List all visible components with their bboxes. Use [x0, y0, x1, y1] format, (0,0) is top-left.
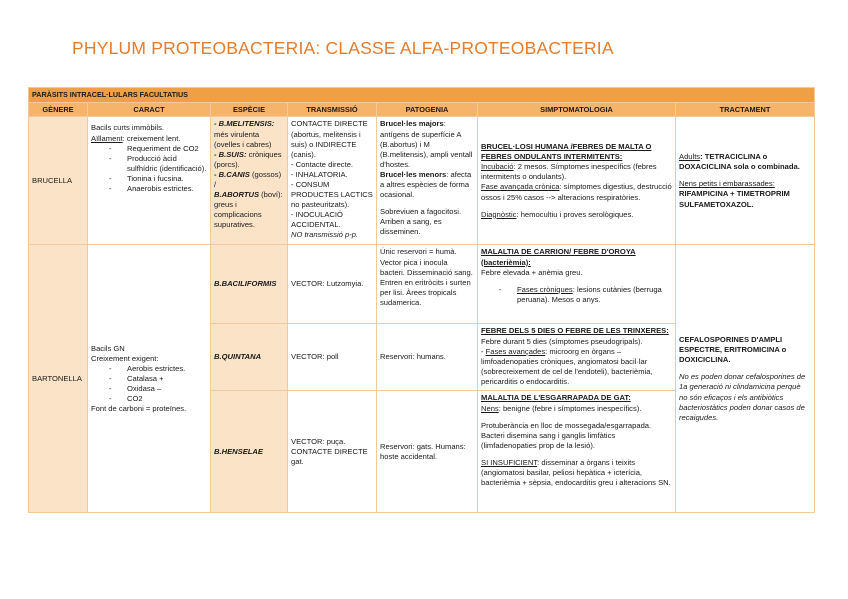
patogenia-majors-text: : antígens de superfície A (B.abortus) i M (B.melitensis), ampli ventall d'hostes.: [380, 119, 473, 169]
especie-brucella: [211, 117, 288, 245]
list-item: - Anaerobis estrictes.: [127, 184, 207, 194]
simpt-cronica-text: : símptomes digestius, destrucció ossos i 25% casos --> alteracions respiratòries.: [481, 182, 672, 202]
simpt-henselae: [478, 391, 676, 513]
transmissio-brucella: [288, 117, 377, 245]
simpt-heading: MALALTIA DE CARRION/ FEBRE D'OROYA (bacterièmia):: [481, 247, 636, 267]
transmissio-note: NO transmissió p-p.: [291, 230, 359, 240]
simpt-adv-text: : microorg en òrgans – limfoadenopaties cròniques, angiomatosi bacil·lar (sobrecreixement de cel de l'endoteli), bacterièmia, pericarditis o endocarditis.: [481, 346, 653, 386]
simpt-si-text: : disseminar a òrgans i teixits (angiomatosi basilar, peliosi hepàtica + icterícia, bacterièmia + sèpsia, endocarditis greu i alteracions SN.: [481, 457, 671, 488]
simpt-cronica: [481, 182, 672, 202]
species-desc: (gossos) /: [214, 169, 282, 189]
species-desc: cròniques (porcs).: [214, 149, 282, 169]
banner-label: PARÀSITS INTRACEL·LULARS FACULTATIUS: [29, 88, 815, 103]
simpt-incubacio: [481, 162, 672, 182]
list-item: - Producció àcid sulfhídric (identificació).: [127, 154, 207, 174]
simpt-baciliformis: [478, 245, 676, 324]
simpt-diagnostic: [481, 210, 672, 220]
simpt-cronica-label: Fase avançada crònica: [481, 182, 560, 192]
table-row-brucella: [29, 117, 815, 245]
simpt-si-label: SI INSUFICIENT: [481, 457, 538, 467]
list-item: - Requeriment de CO2: [127, 144, 207, 154]
transmissio-line: - INOCULACIÓ ACCIDENTAL.: [291, 210, 343, 230]
simpt-text: Febre durant 5 dies (símptomes pseudogripals).: [481, 336, 643, 346]
patogenia-menors-text: : afecta a altres espècies de forma ocasional.: [380, 169, 472, 200]
page-title: PHYLUM PROTEOBACTERIA: CLASSE ALFA-PROTEOBACTERIA: [72, 38, 614, 58]
simpt-item-text: : lesions cutànies (berruga peruana). Mesos o anys.: [517, 284, 662, 304]
header-especie: ESPÈCIE: [211, 102, 288, 117]
caract-aillament-text: : creixement lent.: [122, 133, 181, 143]
patogenia-henselae: Reservori: gats. Humans: hoste accidental.: [377, 391, 478, 513]
simpt-text: Febre elevada + anèmia greu.: [481, 267, 583, 277]
species-desc: més virulenta (ovelles i cabres): [214, 129, 272, 149]
simpt-advanced: - Fases avançades: microorg en òrgans – limfoadenopaties cròniques, angiomatosi bacil·lar (sobrecreixement de cel de l'endoteli), bacterièmia, pericarditis o endocarditis.: [481, 346, 653, 386]
header-genere: GÈNERE: [29, 102, 88, 117]
species-melitensis: - B.MELITENSIS:: [214, 119, 275, 129]
species-suis: - B.SUIS:: [214, 149, 247, 159]
genus-bartonella: BARTONELLA: [29, 245, 88, 513]
patogenia-text: Sobreviuen a fagocitosi. Arriben a sang, es disseminen.: [380, 207, 462, 237]
table-row-baciliformis: [29, 245, 815, 324]
caract-line: Creixement exigent:: [91, 353, 159, 363]
patogenia-majors: [380, 119, 474, 169]
caract-list: [91, 364, 207, 404]
header-tractament: TRACTAMENT: [676, 102, 815, 117]
simpt-insuficient: [481, 458, 672, 488]
species-desc: (boví): greus i complicacions supuratives.: [214, 190, 283, 230]
simpt-item-label: Fases cròniques: [517, 284, 573, 294]
patogenia-menors-label: Brucel·les menors: [380, 169, 447, 179]
header-row: [29, 102, 815, 117]
transmissio-line: - Contacte directe.: [291, 159, 354, 169]
caract-line: Bacils curts immòbils.: [91, 123, 164, 133]
species-quintana: B.QUINTANA: [211, 324, 288, 391]
simpt-adv-label: Fases avançades: [485, 346, 546, 356]
tract-note: No es poden donar cefalosporines de 1a generació ni clindamicina perquè no són eficaços i els antibiòtics bacteriostàtics poden donar casos de recaigudes.: [679, 372, 806, 422]
simpt-heading: MALALTIA DE L'ESGARRAPADA DE GAT:: [481, 393, 631, 403]
transmissio-baciliformis: VECTOR: Lutzomyia.: [288, 245, 377, 324]
tract-adults: [679, 152, 811, 172]
list-item: - Oxidasa –: [127, 384, 207, 394]
species-baciliformis: B.BACILIFORMIS: [211, 245, 288, 324]
simpt-incubacio-label: Incubació: [481, 162, 514, 172]
tract-nens-label: Nens petits i embarassades:: [679, 179, 775, 189]
transmissio-line: - INHALATORIA.: [291, 169, 348, 179]
patogenia-baciliformis: Únic reservori = humà. Vector pica i inocula bacteri. Disseminació sang. Entren en eritròcits i surten per lisi. Àrees tropicals sudamerica.: [377, 245, 478, 324]
header-transmissio: TRANSMISSIÓ: [288, 102, 377, 117]
summary-table: [28, 87, 815, 513]
simpt-diag-text: : hemocultiu i proves serològiques.: [516, 209, 634, 219]
caract-line: Font de carboni = proteïnes.: [91, 404, 187, 414]
caract-list: [91, 144, 207, 194]
patogenia-menors: [380, 170, 474, 200]
tract-adults-label: Adults: [679, 152, 701, 162]
species-abortus: B.ABORTUS: [214, 190, 260, 200]
patogenia-quintana: Reservori: humans.: [377, 324, 478, 391]
banner-row: [29, 88, 815, 103]
list-item: - CO2: [127, 394, 207, 404]
simpt-quintana: [478, 324, 676, 391]
simpt-brucella: [478, 117, 676, 245]
transmissio-quintana: VECTOR: poll: [288, 324, 377, 391]
tract-bartonella: [676, 245, 815, 513]
simpt-heading: FEBRE DELS 5 DIES O FEBRE DE LES TRINXERES:: [481, 326, 669, 336]
species-canis: - B.CANIS: [214, 169, 250, 179]
caract-aillament-label: Aïllament: [91, 133, 123, 143]
list-item: - Tionina i fucsina.: [127, 174, 207, 184]
list-item: - Aerobis estrictes.: [127, 364, 207, 374]
simpt-incubacio-text: : 2 mesos. Símptomes inespecífics (febres intermitents o ondulants).: [481, 162, 657, 182]
header-caract: CARACT: [88, 102, 211, 117]
simpt-list: [481, 285, 672, 305]
transmissio-line: CONTACTE DIRECTE (abortus, melitensis i suis) o INDIRECTE (canis).: [291, 119, 368, 159]
genus-brucella: BRUCELLA: [29, 117, 88, 245]
simpt-text: Protuberància en lloc de mossegada/esgarrapada. Bacteri disemina sang i ganglis limfàtics (limfadenopaties prop de la lesió).: [481, 420, 652, 450]
simpt-diag-label: Diagnòstic: [481, 209, 517, 219]
tract-nens-text: RIFAMPICINA + TIMETROPRIM SULFAMETOXAZOL.: [679, 189, 790, 209]
simpt-nens-text: : benigne (febre i símptomes inespecífics).: [498, 403, 642, 413]
caract-bartonella: [88, 245, 211, 513]
caract-line: Bacils GN: [91, 343, 125, 353]
simpt-nens: [481, 404, 672, 414]
list-item: [517, 285, 672, 305]
transmissio-henselae: VECTOR: puça. CONTACTE DIRECTE gat.: [288, 391, 377, 513]
caract-brucella: [88, 117, 211, 245]
transmissio-line: - CONSUM PRODUCTES LACTICS no pasteuritzats).: [291, 179, 373, 210]
simpt-nens-label: Nens: [481, 403, 499, 413]
caract-aillament: [91, 134, 207, 144]
patogenia-majors-label: Brucel·les majors: [380, 119, 444, 129]
tract-brucella: [676, 117, 815, 245]
simpt-heading: BRUCEL·LOSI HUMANA /FEBRES DE MALTA O FEBRES ONDULANTS INTERMITENTS:: [481, 142, 652, 162]
header-simptomatologia: SIMPTOMATOLOGIA: [478, 102, 676, 117]
species-henselae: B.HENSELAE: [211, 391, 288, 513]
patogenia-brucella: [377, 117, 478, 245]
tract-adults-text: : TETRACICLINA o DOXACICLINA sola o combinada.: [679, 152, 800, 172]
header-patogenia: PATOGENIA: [377, 102, 478, 117]
list-item: - Catalasa +: [127, 374, 207, 384]
tract-main: CEFALOSPORINES D'AMPLI ESPECTRE, ERITROMICINA o DOXICICLINA.: [679, 335, 787, 365]
